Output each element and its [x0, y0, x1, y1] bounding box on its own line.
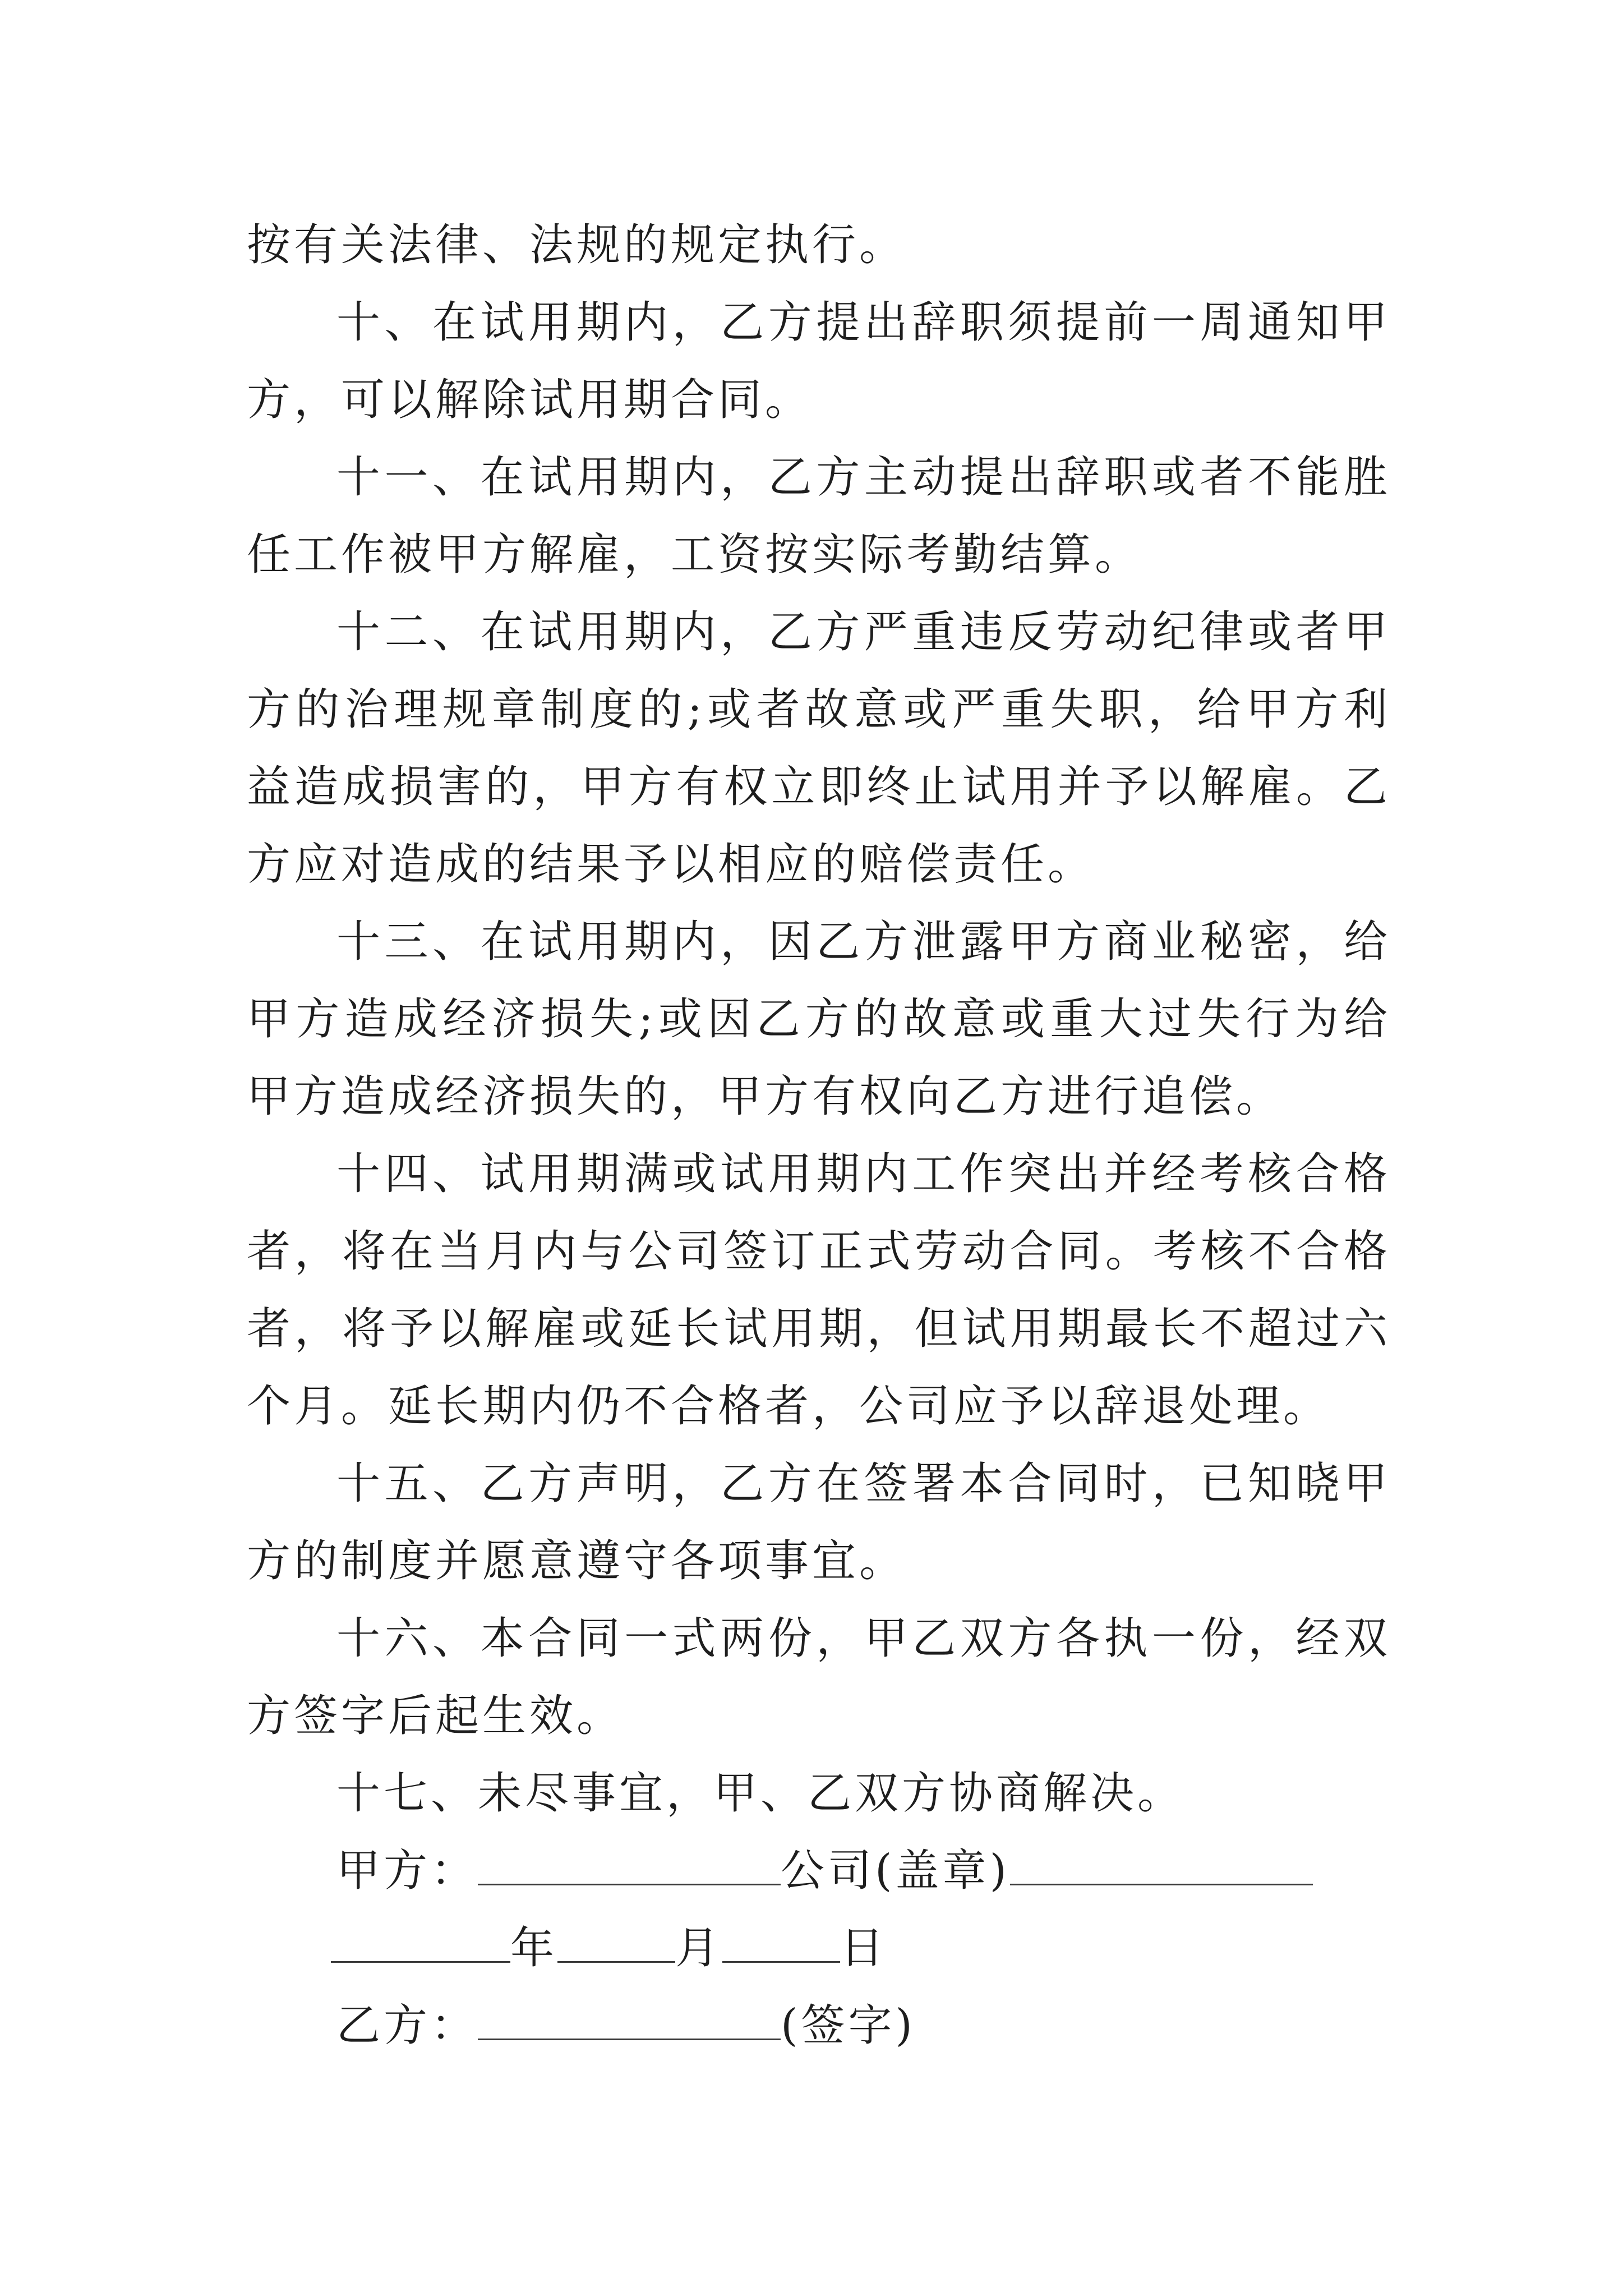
- clause-15: 十五、乙方声明，乙方在签署本合同时，已知晓甲方的制度并愿意遵守各项事宜。: [247, 1458, 1391, 1586]
- party-b-name-blank[interactable]: [478, 1987, 781, 2040]
- company-seal-label: 公司(盖章): [781, 1846, 1010, 1896]
- clause-13: 十三、在试用期内，因乙方泄露甲方商业秘密，给甲方造成经济损失;或因乙方的故意或重大过失行为给甲方造成经济损失的，甲方有权向乙方进行追偿。: [247, 917, 1391, 1122]
- party-b-label: 乙方：: [336, 2000, 478, 2051]
- clause-10: 十、在试用期内，乙方提出辞职须提前一周通知甲方，可以解除试用期合同。: [247, 297, 1391, 425]
- clause-11: 十一、在试用期内，乙方主动提出辞职或者不能胜任工作被甲方解雇，工资按实际考勤结算。: [247, 452, 1391, 580]
- month-blank[interactable]: [557, 1910, 675, 1963]
- contract-body: [247, 206, 1391, 2064]
- day-blank[interactable]: [722, 1910, 840, 1963]
- clause-16: 十六、本合同一式两份，甲乙双方各执一份，经双方签字后起生效。: [247, 1613, 1391, 1741]
- clause-12: 十二、在试用期内，乙方严重违反劳动纪律或者甲方的治理规章制度的;或者故意或严重失职，给甲方利益造成损害的，甲方有权立即终止试用并予以解雇。乙方应对造成的结果予以相应的赔偿责任。: [247, 607, 1391, 890]
- clause-17: 十七、未尽事宜，甲、乙双方协商解决。: [336, 1768, 1185, 1819]
- year-label: 年: [510, 1923, 558, 1973]
- date-line: [247, 1910, 1391, 1987]
- party-a-label: 甲方：: [336, 1846, 478, 1896]
- year-blank[interactable]: [331, 1910, 510, 1963]
- party-b-signature-line: [247, 1987, 1391, 2064]
- day-label: 日: [840, 1923, 888, 1973]
- party-a-name-blank[interactable]: [478, 1832, 781, 1885]
- company-seal-blank[interactable]: [1010, 1832, 1313, 1885]
- month-label: 月: [675, 1923, 723, 1973]
- sign-label: (签字): [781, 2000, 916, 2051]
- paragraph-continuation: 按有关法律、法规的规定执行。: [247, 220, 907, 270]
- clause-14: 十四、试用期满或试用期内工作突出并经考核合格者，将在当月内与公司签订正式劳动合同。考核不合格者，将予以解雇或延长试用期，但试用期最长不超过六个月。延长期内仍不合格者，公司应予以辞退处理。: [247, 1149, 1391, 1432]
- party-a-signature-line: [247, 1832, 1391, 1910]
